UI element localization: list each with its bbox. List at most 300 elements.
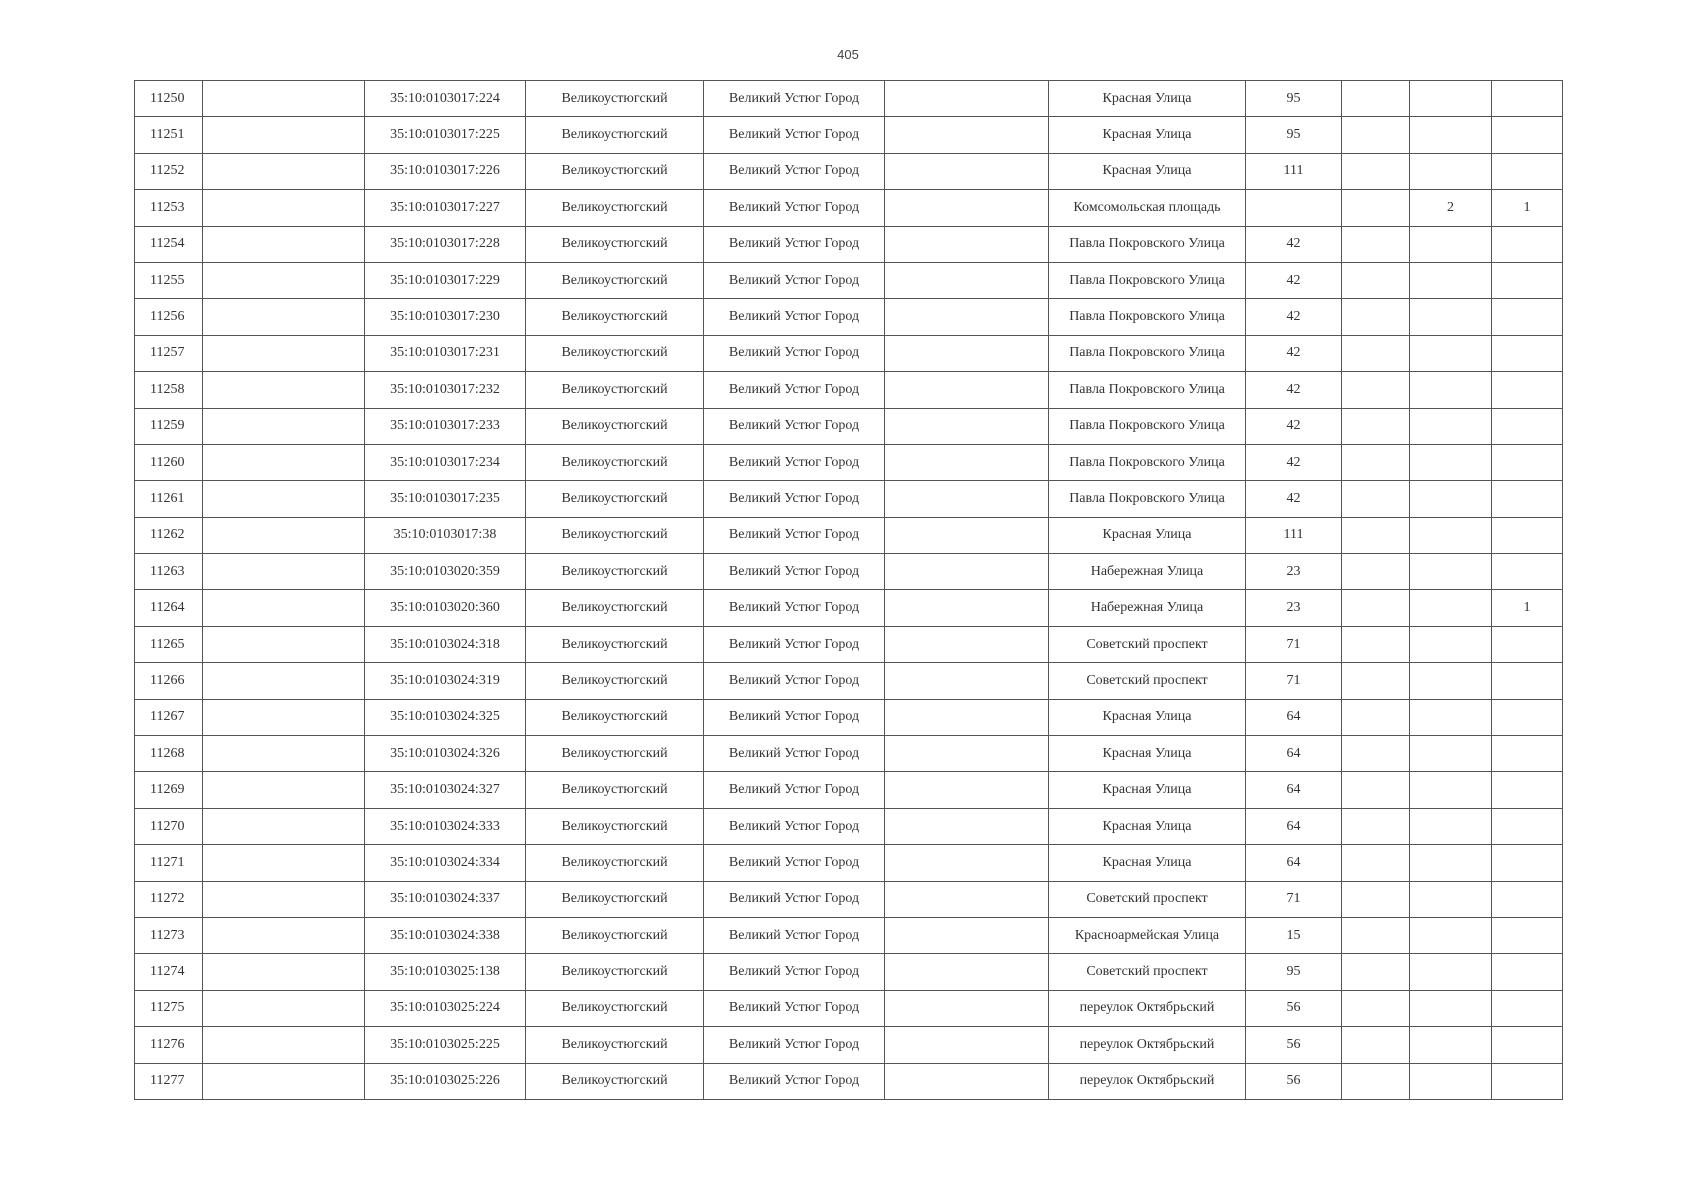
extra-cell	[1342, 699, 1410, 735]
cadastral-number-cell: 35:10:0103017:235	[365, 481, 526, 517]
extra-cell	[1410, 736, 1492, 772]
table-row	[135, 190, 1563, 226]
cadastral-number-cell: 35:10:0103017:230	[365, 299, 526, 335]
street-cell: Красная Улица	[1049, 153, 1246, 189]
extra-cell	[1492, 517, 1563, 553]
district-cell: Великоустюгский	[526, 299, 704, 335]
row-number-cell: 11275	[135, 990, 203, 1026]
blank-cell	[203, 626, 365, 662]
settlement-cell: Великий Устюг Город	[704, 262, 885, 298]
extra-cell	[1410, 990, 1492, 1026]
extra-cell	[1342, 881, 1410, 917]
house-number-cell: 42	[1246, 299, 1342, 335]
house-number-cell: 23	[1246, 554, 1342, 590]
cadastral-number-cell: 35:10:0103017:232	[365, 372, 526, 408]
settlement-cell: Великий Устюг Город	[704, 554, 885, 590]
row-number-cell: 11272	[135, 881, 203, 917]
extra-cell	[1410, 954, 1492, 990]
district-cell: Великоустюгский	[526, 954, 704, 990]
blank-cell	[885, 262, 1049, 298]
settlement-cell: Великий Устюг Город	[704, 408, 885, 444]
house-number-cell: 64	[1246, 699, 1342, 735]
table-row	[135, 299, 1563, 335]
blank-cell	[885, 699, 1049, 735]
street-cell: Красная Улица	[1049, 699, 1246, 735]
blank-cell	[885, 335, 1049, 371]
extra-cell	[1342, 481, 1410, 517]
row-number-cell: 11265	[135, 626, 203, 662]
blank-cell	[203, 517, 365, 553]
blank-cell	[203, 335, 365, 371]
blank-cell	[885, 1063, 1049, 1099]
extra-cell	[1410, 262, 1492, 298]
blank-cell	[203, 590, 365, 626]
blank-cell	[885, 190, 1049, 226]
cadastral-number-cell: 35:10:0103024:337	[365, 881, 526, 917]
district-cell: Великоустюгский	[526, 1027, 704, 1063]
extra-cell	[1492, 117, 1563, 153]
row-number-cell: 11258	[135, 372, 203, 408]
table-row	[135, 1027, 1563, 1063]
district-cell: Великоустюгский	[526, 226, 704, 262]
row-number-cell: 11273	[135, 917, 203, 953]
table-row	[135, 517, 1563, 553]
cadastral-number-cell: 35:10:0103024:319	[365, 663, 526, 699]
blank-cell	[885, 736, 1049, 772]
cadastral-number-cell: 35:10:0103017:228	[365, 226, 526, 262]
cadastral-number-cell: 35:10:0103017:234	[365, 444, 526, 480]
blank-cell	[885, 990, 1049, 1026]
cadastral-number-cell: 35:10:0103024:318	[365, 626, 526, 662]
extra-cell	[1492, 335, 1563, 371]
extra-cell	[1492, 917, 1563, 953]
extra-cell	[1492, 845, 1563, 881]
district-cell: Великоустюгский	[526, 990, 704, 1026]
table-row	[135, 808, 1563, 844]
settlement-cell: Великий Устюг Город	[704, 153, 885, 189]
blank-cell	[203, 262, 365, 298]
house-number-cell: 64	[1246, 845, 1342, 881]
extra-cell	[1342, 590, 1410, 626]
blank-cell	[885, 881, 1049, 917]
settlement-cell: Великий Устюг Город	[704, 1063, 885, 1099]
district-cell: Великоустюгский	[526, 554, 704, 590]
settlement-cell: Великий Устюг Город	[704, 517, 885, 553]
street-cell: Красноармейская Улица	[1049, 917, 1246, 953]
district-cell: Великоустюгский	[526, 517, 704, 553]
extra-cell	[1410, 1027, 1492, 1063]
extra-cell	[1492, 626, 1563, 662]
district-cell: Великоустюгский	[526, 372, 704, 408]
blank-cell	[885, 299, 1049, 335]
blank-cell	[203, 444, 365, 480]
blank-cell	[203, 808, 365, 844]
street-cell: Красная Улица	[1049, 772, 1246, 808]
extra-cell	[1410, 444, 1492, 480]
settlement-cell: Великий Устюг Город	[704, 481, 885, 517]
street-cell: Красная Улица	[1049, 845, 1246, 881]
row-number-cell: 11267	[135, 699, 203, 735]
house-number-cell: 111	[1246, 153, 1342, 189]
house-number-cell: 111	[1246, 517, 1342, 553]
row-number-cell: 11262	[135, 517, 203, 553]
row-number-cell: 11250	[135, 81, 203, 117]
district-cell: Великоустюгский	[526, 626, 704, 662]
blank-cell	[885, 772, 1049, 808]
settlement-cell: Великий Устюг Город	[704, 845, 885, 881]
blank-cell	[885, 663, 1049, 699]
street-cell: Павла Покровского Улица	[1049, 262, 1246, 298]
blank-cell	[885, 845, 1049, 881]
settlement-cell: Великий Устюг Город	[704, 335, 885, 371]
district-cell: Великоустюгский	[526, 335, 704, 371]
extra-cell	[1410, 881, 1492, 917]
row-number-cell: 11253	[135, 190, 203, 226]
house-number-cell: 95	[1246, 117, 1342, 153]
blank-cell	[885, 444, 1049, 480]
settlement-cell: Великий Устюг Город	[704, 772, 885, 808]
extra-cell	[1410, 1063, 1492, 1099]
house-number-cell: 42	[1246, 408, 1342, 444]
street-cell: Набережная Улица	[1049, 554, 1246, 590]
extra-cell	[1342, 954, 1410, 990]
cadastral-number-cell: 35:10:0103025:224	[365, 990, 526, 1026]
table-row	[135, 117, 1563, 153]
house-number-cell: 64	[1246, 736, 1342, 772]
cadastral-number-cell: 35:10:0103017:231	[365, 335, 526, 371]
extra-cell	[1492, 408, 1563, 444]
street-cell: Павла Покровского Улица	[1049, 226, 1246, 262]
district-cell: Великоустюгский	[526, 590, 704, 626]
settlement-cell: Великий Устюг Город	[704, 626, 885, 662]
blank-cell	[203, 481, 365, 517]
street-cell: Комсомольская площадь	[1049, 190, 1246, 226]
extra-cell	[1410, 699, 1492, 735]
blank-cell	[203, 299, 365, 335]
blank-cell	[885, 1027, 1049, 1063]
extra-cell	[1342, 663, 1410, 699]
settlement-cell: Великий Устюг Город	[704, 663, 885, 699]
settlement-cell: Великий Устюг Город	[704, 190, 885, 226]
cadastral-number-cell: 35:10:0103017:38	[365, 517, 526, 553]
settlement-cell: Великий Устюг Город	[704, 117, 885, 153]
settlement-cell: Великий Устюг Город	[704, 699, 885, 735]
cadastral-number-cell: 35:10:0103025:226	[365, 1063, 526, 1099]
settlement-cell: Великий Устюг Город	[704, 299, 885, 335]
blank-cell	[885, 954, 1049, 990]
extra-cell	[1410, 335, 1492, 371]
row-number-cell: 11263	[135, 554, 203, 590]
row-number-cell: 11268	[135, 736, 203, 772]
district-cell: Великоустюгский	[526, 663, 704, 699]
district-cell: Великоустюгский	[526, 699, 704, 735]
extra-cell	[1492, 153, 1563, 189]
extra-cell	[1492, 699, 1563, 735]
cadastral-number-cell: 35:10:0103020:359	[365, 554, 526, 590]
extra-cell	[1410, 481, 1492, 517]
cadastral-number-cell: 35:10:0103020:360	[365, 590, 526, 626]
extra-cell	[1492, 881, 1563, 917]
blank-cell	[885, 626, 1049, 662]
extra-cell	[1410, 808, 1492, 844]
house-number-cell: 42	[1246, 481, 1342, 517]
blank-cell	[203, 153, 365, 189]
extra-cell	[1342, 299, 1410, 335]
house-number-cell: 95	[1246, 954, 1342, 990]
extra-cell	[1492, 299, 1563, 335]
table-row	[135, 990, 1563, 1026]
extra-cell	[1492, 772, 1563, 808]
extra-cell	[1342, 772, 1410, 808]
house-number-cell: 56	[1246, 1063, 1342, 1099]
house-number-cell: 56	[1246, 1027, 1342, 1063]
table-row	[135, 699, 1563, 735]
row-number-cell: 11260	[135, 444, 203, 480]
row-number-cell: 11277	[135, 1063, 203, 1099]
house-number-cell: 42	[1246, 335, 1342, 371]
extra-cell	[1492, 481, 1563, 517]
settlement-cell: Великий Устюг Город	[704, 917, 885, 953]
row-number-cell: 11269	[135, 772, 203, 808]
row-number-cell: 11270	[135, 808, 203, 844]
extra-cell	[1492, 444, 1563, 480]
street-cell: переулок Октябрьский	[1049, 990, 1246, 1026]
settlement-cell: Великий Устюг Город	[704, 226, 885, 262]
table-row	[135, 772, 1563, 808]
table-row	[135, 845, 1563, 881]
row-number-cell: 11251	[135, 117, 203, 153]
property-register-table	[134, 80, 1563, 1100]
district-cell: Великоустюгский	[526, 772, 704, 808]
blank-cell	[203, 554, 365, 590]
settlement-cell: Великий Устюг Город	[704, 954, 885, 990]
extra-cell	[1492, 808, 1563, 844]
table-row	[135, 481, 1563, 517]
extra-cell	[1492, 990, 1563, 1026]
extra-cell	[1492, 81, 1563, 117]
blank-cell	[203, 699, 365, 735]
row-number-cell: 11261	[135, 481, 203, 517]
table-row	[135, 81, 1563, 117]
extra-cell	[1410, 845, 1492, 881]
blank-cell	[885, 554, 1049, 590]
extra-cell	[1342, 190, 1410, 226]
extra-cell	[1492, 372, 1563, 408]
row-number-cell: 11276	[135, 1027, 203, 1063]
blank-cell	[885, 153, 1049, 189]
extra-cell	[1342, 408, 1410, 444]
blank-cell	[203, 1027, 365, 1063]
district-cell: Великоустюгский	[526, 481, 704, 517]
house-number-cell: 42	[1246, 226, 1342, 262]
row-number-cell: 11274	[135, 954, 203, 990]
cadastral-number-cell: 35:10:0103017:224	[365, 81, 526, 117]
blank-cell	[203, 990, 365, 1026]
house-number-cell: 64	[1246, 808, 1342, 844]
row-number-cell: 11271	[135, 845, 203, 881]
blank-cell	[885, 117, 1049, 153]
extra-cell	[1492, 663, 1563, 699]
street-cell: Красная Улица	[1049, 736, 1246, 772]
street-cell: переулок Октябрьский	[1049, 1027, 1246, 1063]
settlement-cell: Великий Устюг Город	[704, 372, 885, 408]
table-row	[135, 954, 1563, 990]
row-number-cell: 11252	[135, 153, 203, 189]
district-cell: Великоустюгский	[526, 190, 704, 226]
extra-cell	[1342, 262, 1410, 298]
blank-cell	[885, 590, 1049, 626]
row-number-cell: 11266	[135, 663, 203, 699]
house-number-cell: 71	[1246, 663, 1342, 699]
house-number-cell: 95	[1246, 81, 1342, 117]
settlement-cell: Великий Устюг Город	[704, 590, 885, 626]
extra-cell	[1410, 408, 1492, 444]
table-row	[135, 226, 1563, 262]
table-row	[135, 917, 1563, 953]
blank-cell	[885, 517, 1049, 553]
extra-cell	[1492, 1063, 1563, 1099]
street-cell: Красная Улица	[1049, 517, 1246, 553]
street-cell: Советский проспект	[1049, 663, 1246, 699]
settlement-cell: Великий Устюг Город	[704, 1027, 885, 1063]
table-row	[135, 444, 1563, 480]
extra-cell	[1410, 81, 1492, 117]
street-cell: Красная Улица	[1049, 117, 1246, 153]
blank-cell	[885, 372, 1049, 408]
street-cell: Набережная Улица	[1049, 590, 1246, 626]
blank-cell	[203, 117, 365, 153]
extra-cell	[1342, 153, 1410, 189]
row-number-cell: 11255	[135, 262, 203, 298]
blank-cell	[203, 881, 365, 917]
street-cell: Красная Улица	[1049, 808, 1246, 844]
cadastral-number-cell: 35:10:0103024:334	[365, 845, 526, 881]
extra-cell	[1342, 335, 1410, 371]
blank-cell	[885, 408, 1049, 444]
extra-cell	[1342, 990, 1410, 1026]
cadastral-number-cell: 35:10:0103024:333	[365, 808, 526, 844]
extra-cell	[1342, 226, 1410, 262]
district-cell: Великоустюгский	[526, 845, 704, 881]
street-cell: Павла Покровского Улица	[1049, 335, 1246, 371]
settlement-cell: Великий Устюг Город	[704, 808, 885, 844]
blank-cell	[885, 81, 1049, 117]
district-cell: Великоустюгский	[526, 81, 704, 117]
table-row	[135, 262, 1563, 298]
extra-cell	[1492, 1027, 1563, 1063]
extra-cell	[1492, 262, 1563, 298]
cadastral-number-cell: 35:10:0103025:225	[365, 1027, 526, 1063]
district-cell: Великоустюгский	[526, 881, 704, 917]
settlement-cell: Великий Устюг Город	[704, 736, 885, 772]
table-row	[135, 554, 1563, 590]
house-number-cell: 42	[1246, 372, 1342, 408]
blank-cell	[203, 372, 365, 408]
street-cell: переулок Октябрьский	[1049, 1063, 1246, 1099]
extra-cell	[1342, 1027, 1410, 1063]
street-cell: Советский проспект	[1049, 954, 1246, 990]
cadastral-number-cell: 35:10:0103017:229	[365, 262, 526, 298]
street-cell: Павла Покровского Улица	[1049, 372, 1246, 408]
extra-cell	[1410, 117, 1492, 153]
page-number: 405	[837, 47, 859, 62]
row-number-cell: 11254	[135, 226, 203, 262]
house-number-cell: 64	[1246, 772, 1342, 808]
blank-cell	[203, 1063, 365, 1099]
blank-cell	[203, 954, 365, 990]
blank-cell	[203, 772, 365, 808]
row-number-cell: 11256	[135, 299, 203, 335]
extra-cell	[1410, 226, 1492, 262]
table-row	[135, 335, 1563, 371]
extra-cell: 1	[1492, 190, 1563, 226]
cadastral-number-cell: 35:10:0103017:227	[365, 190, 526, 226]
table-row	[135, 736, 1563, 772]
extra-cell	[1492, 954, 1563, 990]
house-number-cell: 71	[1246, 881, 1342, 917]
blank-cell	[203, 663, 365, 699]
extra-cell	[1342, 554, 1410, 590]
extra-cell	[1492, 736, 1563, 772]
cadastral-number-cell: 35:10:0103017:233	[365, 408, 526, 444]
blank-cell	[203, 190, 365, 226]
street-cell: Павла Покровского Улица	[1049, 444, 1246, 480]
row-number-cell: 11257	[135, 335, 203, 371]
house-number-cell: 71	[1246, 626, 1342, 662]
extra-cell	[1342, 845, 1410, 881]
district-cell: Великоустюгский	[526, 917, 704, 953]
blank-cell	[203, 845, 365, 881]
street-cell: Советский проспект	[1049, 626, 1246, 662]
table-row	[135, 408, 1563, 444]
house-number-cell: 42	[1246, 444, 1342, 480]
street-cell: Красная Улица	[1049, 81, 1246, 117]
table-row	[135, 626, 1563, 662]
table-row	[135, 1063, 1563, 1099]
district-cell: Великоустюгский	[526, 117, 704, 153]
extra-cell	[1410, 590, 1492, 626]
blank-cell	[885, 481, 1049, 517]
blank-cell	[203, 408, 365, 444]
cadastral-number-cell: 35:10:0103025:138	[365, 954, 526, 990]
district-cell: Великоустюгский	[526, 1063, 704, 1099]
blank-cell	[203, 226, 365, 262]
extra-cell	[1342, 372, 1410, 408]
cadastral-number-cell: 35:10:0103024:326	[365, 736, 526, 772]
blank-cell	[885, 226, 1049, 262]
district-cell: Великоустюгский	[526, 153, 704, 189]
extra-cell	[1342, 626, 1410, 662]
extra-cell	[1410, 517, 1492, 553]
blank-cell	[203, 917, 365, 953]
extra-cell	[1342, 1063, 1410, 1099]
street-cell: Павла Покровского Улица	[1049, 299, 1246, 335]
blank-cell	[203, 736, 365, 772]
extra-cell	[1410, 663, 1492, 699]
district-cell: Великоустюгский	[526, 408, 704, 444]
extra-cell	[1410, 372, 1492, 408]
row-number-cell: 11259	[135, 408, 203, 444]
extra-cell	[1342, 808, 1410, 844]
blank-cell	[885, 917, 1049, 953]
settlement-cell: Великий Устюг Город	[704, 81, 885, 117]
cadastral-number-cell: 35:10:0103017:226	[365, 153, 526, 189]
extra-cell	[1492, 554, 1563, 590]
table-row	[135, 372, 1563, 408]
cadastral-number-cell: 35:10:0103024:325	[365, 699, 526, 735]
house-number-cell	[1246, 190, 1342, 226]
house-number-cell: 23	[1246, 590, 1342, 626]
